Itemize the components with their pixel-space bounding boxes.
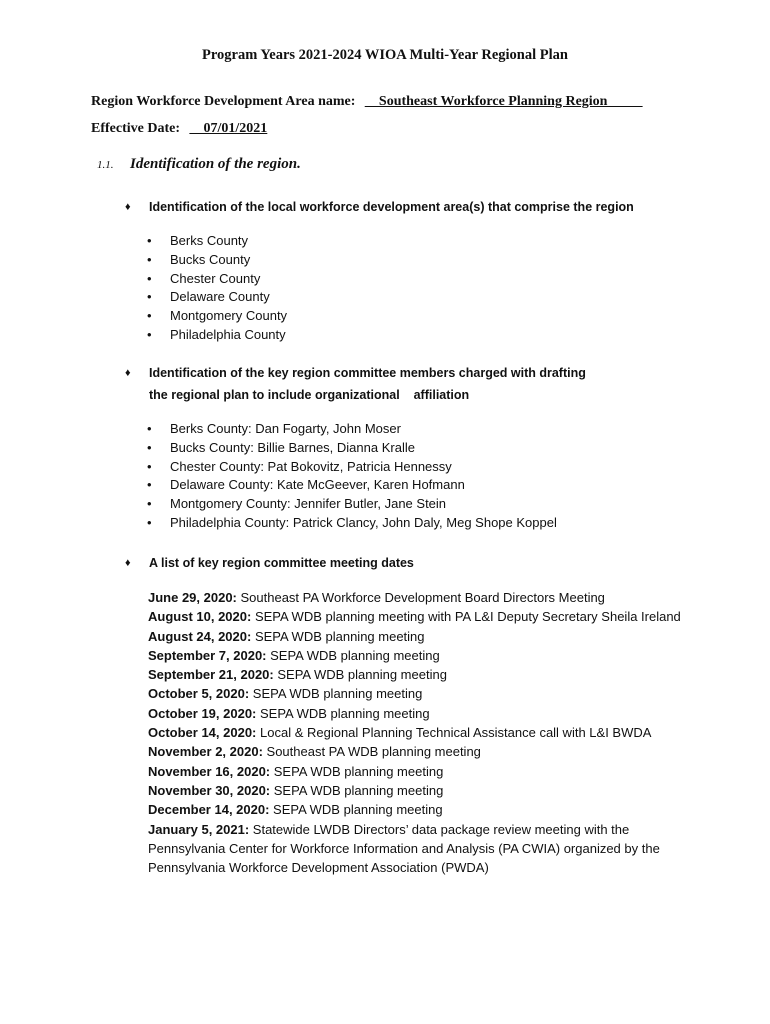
list-item: September 7, 2020: SEPA WDB planning meeting — [148, 647, 440, 663]
list-item: • Delaware County — [147, 288, 287, 307]
bullet-text-line2: the regional plan to include organizational affiliation — [149, 388, 470, 402]
effective-date-field — [91, 121, 267, 137]
list-item: November 16, 2020: SEPA WDB planning meeting — [148, 763, 444, 779]
effective-date-label: Effective Date: — [91, 121, 181, 136]
list-item: October 19, 2020: SEPA WDB planning meeting — [148, 705, 430, 721]
committee-list — [147, 420, 557, 533]
list-item: December 14, 2020: SEPA WDB planning meeting — [148, 802, 443, 818]
list-item: August 24, 2020: SEPA WDB planning meeting — [148, 628, 425, 644]
bullet-icon: ♦ — [125, 557, 131, 569]
list-item: • Berks County — [147, 232, 287, 251]
list-item: • Chester County — [147, 270, 287, 289]
list-item: • Delaware County: Kate McGeever, Karen Hofmann — [147, 476, 557, 495]
list-item: • Montgomery County — [147, 307, 287, 326]
region-label: Region Workforce Development Area name: — [91, 94, 356, 109]
list-item: October 5, 2020: SEPA WDB planning meeting — [148, 686, 423, 702]
section-heading — [97, 156, 301, 173]
region-value: __Southeast Workforce Planning Region_____ — [364, 94, 643, 109]
list-item: • Bucks County — [147, 251, 287, 270]
section-title: Identification of the region. — [130, 156, 301, 172]
list-item: August 10, 2020: SEPA WDB planning meeting with PA L&I Deputy Secretary Sheila Ireland — [148, 609, 681, 625]
list-item: November 30, 2020: SEPA WDB planning meeting — [148, 782, 444, 798]
list-item: • Montgomery County: Jennifer Butler, Jane Stein — [147, 495, 557, 514]
section-number: 1.1. — [97, 159, 114, 171]
region-field — [91, 94, 642, 110]
list-item: • Bucks County: Billie Barnes, Dianna Kralle — [147, 439, 557, 458]
bullet-text: A list of key region committee meeting dates — [149, 556, 414, 570]
page-title: Program Years 2021-2024 WIOA Multi-Year Regional Plan — [202, 47, 568, 63]
bullet-text: Identification of the local workforce development area(s) that comprise the region — [149, 200, 634, 214]
effective-date-value: __07/01/2021 — [189, 121, 268, 136]
list-item: • Chester County: Pat Bokovitz, Patricia Hennessy — [147, 458, 557, 477]
county-list — [147, 232, 287, 345]
list-item: • Philadelphia County — [147, 326, 287, 345]
list-item: January 5, 2021: Statewide LWDB Directors’ data package review meeting with the Pennsylvania Center for Workforce Information and Analysis (PA CWIA) organized by the Pennsylvania Workforce Development Association (PWDA) — [148, 821, 660, 876]
bullet-text-line1: Identification of the key region committee members charged with drafting — [149, 366, 586, 380]
list-item: June 29, 2020: Southeast PA Workforce Development Board Directors Meeting — [148, 590, 605, 605]
list-item: October 14, 2020: Local & Regional Planning Technical Assistance call with L&I BWDA — [148, 725, 652, 741]
list-item: September 21, 2020: SEPA WDB planning meeting — [148, 667, 447, 683]
list-item: • Philadelphia County: Patrick Clancy, John Daly, Meg Shope Koppel — [147, 514, 557, 533]
list-item: • Berks County: Dan Fogarty, John Moser — [147, 420, 557, 439]
meeting-list — [148, 588, 688, 877]
list-item: November 2, 2020: Southeast PA WDB planning meeting — [148, 744, 481, 760]
bullet-icon: ♦ — [125, 201, 131, 213]
bullet-icon: ♦ — [125, 367, 131, 379]
